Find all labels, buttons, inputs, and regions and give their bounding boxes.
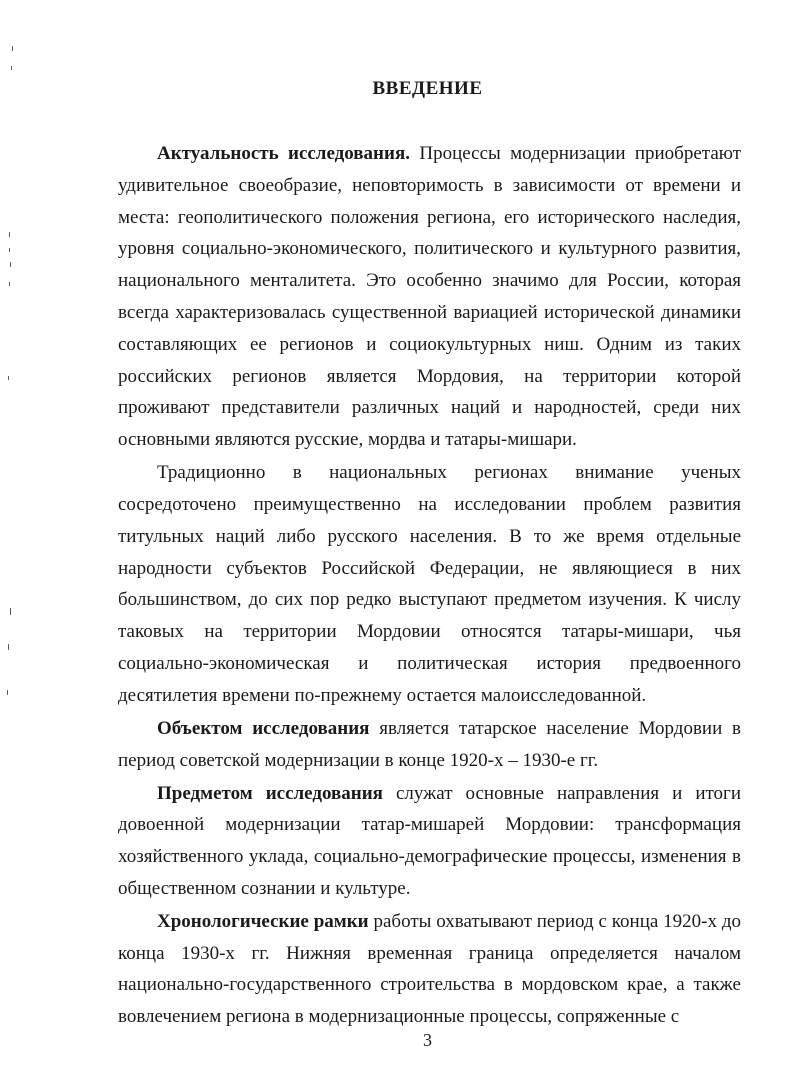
scan-speck: [9, 248, 10, 252]
paragraph-text: Традиционно в национальных регионах внимание ученых сосредоточено преимущественно на исследовании проблем развития титульных наций либо русского населения. В то же время отдельные народности субъектов Российской Федерации, не являющиеся в них большинством, до сих пор редко выступают предметом изучения. К числу таковых на территории Мордовии относятся татары-мишари, чья социально-экономическая и политическая история предвоенного десятилетия времени по-прежнему остается малоисследованной.: [118, 462, 741, 706]
page-title: ВВЕДЕНИЕ: [372, 78, 483, 99]
scan-speck: [10, 262, 11, 267]
scan-speck: [11, 66, 12, 70]
paragraph-chronology: [118, 906, 741, 1033]
body-text: [118, 138, 741, 1034]
scan-speck: [9, 232, 10, 237]
scan-speck: [8, 376, 9, 380]
paragraph-lead: Хронологические рамки: [157, 910, 369, 932]
paragraph-text: является татарское население Мордовии в период советской модернизации в конце 1920-х – 1930-е гг.: [118, 717, 742, 771]
scan-speck: [7, 690, 8, 695]
paragraph-tradition: [118, 457, 741, 711]
scan-speck: [10, 608, 11, 615]
paragraph-lead: Предметом исследования: [157, 782, 383, 804]
scan-speck: [12, 46, 13, 51]
paragraph-relevance: [118, 138, 741, 456]
paragraph-text: Процессы модернизации приобретают удивительное своеобразие, неповторимость в зависимости от времени и места: геополитического положения региона, его исторического наследия, уровня социально-экономического, политического и культурного развития, национального менталитета. Это особенно значимо для России, которая всегда характеризовалась существенной вариацией исторической динамики составляющих ее регионов и социокультурных ниш. Одним из таких российских регионов является Мордовия, на территории которой проживают представители различных наций и народностей, среди них основными являются русские, мордва и татары-мишари.: [118, 143, 741, 451]
paragraph-subject: [118, 778, 741, 905]
paragraph-object: [118, 713, 741, 777]
paragraph-lead: Объектом исследования: [157, 717, 370, 739]
scan-speck: [8, 644, 9, 650]
scan-speck: [9, 282, 10, 286]
paragraph-text: служат основные направления и итоги довоенной модернизации татар-мишарей Мордовии: трансформация хозяйственного уклада, социально-демографические процессы, изменения в общественном сознании и культуре.: [118, 782, 742, 899]
paragraph-lead: Актуальность исследования.: [157, 143, 410, 164]
paragraph-text: работы охватывают период с конца 1920-х до конца 1930-х гг. Нижняя временная граница определяется началом национально-государственного строительства в мордовском крае, а также вовлечением региона в модернизационные процессы, сопряженные с: [118, 910, 742, 1028]
page-number: 3: [423, 1030, 432, 1050]
